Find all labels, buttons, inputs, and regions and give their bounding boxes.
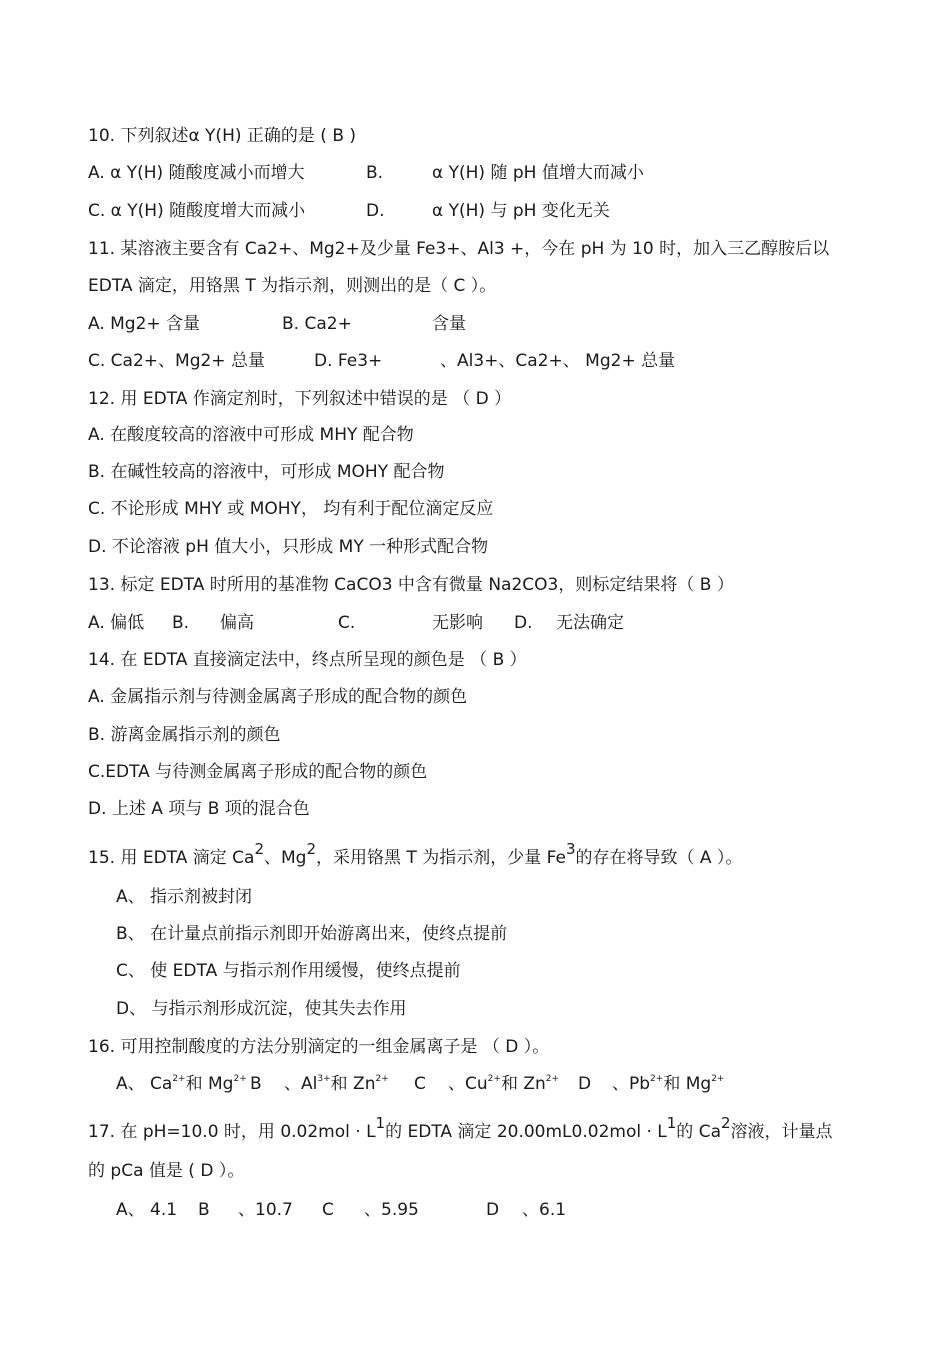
q16-stem: 16. 可用控制酸度的方法分别滴定的一组金属离子是 （ D ）。 — [88, 1037, 550, 1057]
q17-stem-line1 — [88, 1114, 833, 1143]
q16-a-pre: A、 Ca — [116, 1074, 173, 1094]
q16-c-mid: 和 Zn — [500, 1074, 546, 1094]
q15-option-d: D、 与指示剂形成沉淀，使其失去作用 — [116, 999, 407, 1019]
q17-option-b-label: B — [198, 1200, 210, 1220]
q16-a-mid: 和 Mg — [185, 1074, 234, 1094]
q12-stem: 12. 用 EDTA 作滴定剂时，下列叙述中错误的是 （ D ） — [88, 389, 512, 409]
q11-stem-line2: EDTA 滴定，用铬黑 T 为指示剂，则测出的是（ C ）。 — [88, 276, 497, 296]
q16-option-b — [284, 1073, 389, 1095]
q17-stem-part3: 的 Ca — [676, 1122, 721, 1142]
q13-option-d-label: D. — [514, 613, 533, 633]
q17-option-d-label: D — [486, 1200, 500, 1220]
q14-option-b: B. 游离金属指示剂的颜色 — [88, 725, 281, 745]
q17-option-c-label: C — [322, 1200, 334, 1220]
q17-sup-2: 1 — [666, 1114, 677, 1132]
q13-option-b-label: B. — [172, 613, 190, 633]
q11-option-b: B. Ca2+ — [282, 314, 352, 334]
q17-stem-part1: 17. 在 pH=10.0 时，用 0.02mol · L — [88, 1122, 376, 1142]
q10-option-d-label: D. — [366, 201, 385, 221]
q10-option-a: A. α Y(H) 随酸度减小而增大 — [88, 163, 305, 183]
q14-option-d: D. 上述 A 项与 B 项的混合色 — [88, 799, 310, 819]
q11-option-d: D. Fe3+ — [314, 351, 383, 371]
q13-option-b: 偏高 — [220, 613, 254, 633]
q16-c-sup1: 2+ — [487, 1074, 501, 1084]
q13-stem: 13. 标定 EDTA 时所用的基准物 CaCO3 中含有微量 Na2CO3，则标定结果将（ B ） — [88, 575, 734, 595]
q12-option-a: A. 在酸度较高的溶液中可形成 MHY 配合物 — [88, 425, 414, 445]
q17-option-c: 、5.95 — [364, 1200, 419, 1220]
q16-a-sup2: 2+ — [233, 1074, 247, 1084]
q16-d-mid: 和 Mg — [663, 1074, 712, 1094]
q16-option-a — [116, 1073, 247, 1095]
q15-sup-3: 3 — [565, 840, 576, 858]
q13-option-a: A. 偏低 — [88, 613, 145, 633]
q15-stem — [88, 840, 743, 869]
q11-stem-line1: 11. 某溶液主要含有 Ca2+、Mg2+及少量 Fe3+、Al3 +，今在 pH 为 10 时，加入三乙醇胺后以 — [88, 239, 830, 259]
q16-c-pre: 、Cu — [448, 1074, 488, 1094]
q16-option-d-label: D — [578, 1074, 592, 1094]
q12-option-b: B. 在碱性较高的溶液中，可形成 MOHY 配合物 — [88, 462, 445, 482]
q12-option-d: D. 不论溶液 pH 值大小，只形成 MY 一种形式配合物 — [88, 537, 489, 557]
q11-option-b-cont: 含量 — [432, 314, 466, 334]
q15-option-c: C、 使 EDTA 与指示剂作用缓慢，使终点提前 — [116, 961, 461, 981]
q16-option-d — [612, 1073, 724, 1095]
q13-option-c: 无影响 — [432, 613, 483, 633]
q16-d-sup1: 2+ — [650, 1074, 664, 1084]
q15-stem-part4: 的存在将导致（ A ）。 — [575, 848, 743, 868]
q16-option-b-label: B — [250, 1074, 262, 1094]
q16-a-sup1: 2+ — [172, 1074, 186, 1084]
q10-option-b: α Y(H) 随 pH 值增大而减小 — [432, 163, 644, 183]
q16-option-c-label: C — [414, 1074, 426, 1094]
q16-option-c — [448, 1073, 559, 1095]
q12-option-c: C. 不论形成 MHY 或 MOHY， 均有利于配位滴定反应 — [88, 499, 494, 519]
q17-option-a: A、 4.1 — [116, 1200, 178, 1220]
q16-b-sup1: 3+ — [317, 1074, 331, 1084]
q17-stem-part2: 的 EDTA 滴定 20.00mL0.02mol · L — [385, 1122, 667, 1142]
q14-stem: 14. 在 EDTA 直接滴定法中，终点所呈现的颜色是 （ B ） — [88, 650, 527, 670]
q11-option-a: A. Mg2+ 含量 — [88, 314, 201, 334]
q17-stem-part4: 溶液，计量点 — [730, 1122, 833, 1142]
q15-stem-part3: ，采用铬黑 T 为指示剂，少量 Fe — [316, 848, 566, 868]
q10-stem: 10. 下列叙述α Y(H) 正确的是 ( B ) — [88, 126, 357, 146]
q15-option-a: A、 指示剂被封闭 — [116, 887, 253, 907]
q11-option-d-cont: 、Al3+、Ca2+、 Mg2+ 总量 — [440, 351, 676, 371]
q16-b-pre: 、Al — [284, 1074, 318, 1094]
q16-d-sup2: 2+ — [711, 1074, 725, 1084]
q17-sup-3: 2 — [721, 1114, 731, 1132]
q16-b-sup2: 2+ — [375, 1074, 389, 1084]
q13-option-d: 无法确定 — [556, 613, 624, 633]
q16-b-mid: 和 Zn — [330, 1074, 376, 1094]
q13-option-c-label: C. — [338, 613, 356, 633]
q15-stem-part1: 15. 用 EDTA 滴定 Ca — [88, 848, 255, 868]
q14-option-a: A. 金属指示剂与待测金属离子形成的配合物的颜色 — [88, 687, 468, 707]
q10-option-b-label: B. — [366, 163, 384, 183]
q15-stem-part2: 、Mg — [264, 848, 307, 868]
q10-option-c: C. α Y(H) 随酸度增大而减小 — [88, 201, 306, 221]
q15-sup-2: 2 — [306, 840, 317, 858]
q16-d-pre: 、Pb — [612, 1074, 651, 1094]
q11-option-c: C. Ca2+、Mg2+ 总量 — [88, 351, 265, 371]
q17-option-b: 、10.7 — [238, 1200, 293, 1220]
q17-sup-1: 1 — [375, 1114, 386, 1132]
q17-stem-line2: 的 pCa 值是 ( D ）。 — [88, 1161, 245, 1181]
q14-option-c: C.EDTA 与待测金属离子形成的配合物的颜色 — [88, 762, 428, 782]
q16-c-sup2: 2+ — [545, 1074, 560, 1084]
q15-sup-1: 2 — [254, 840, 265, 858]
q15-option-b: B、 在计量点前指示剂即开始游离出来，使终点提前 — [116, 924, 508, 944]
q10-option-d: α Y(H) 与 pH 变化无关 — [432, 201, 610, 221]
q17-option-d: 、6.1 — [522, 1200, 567, 1220]
